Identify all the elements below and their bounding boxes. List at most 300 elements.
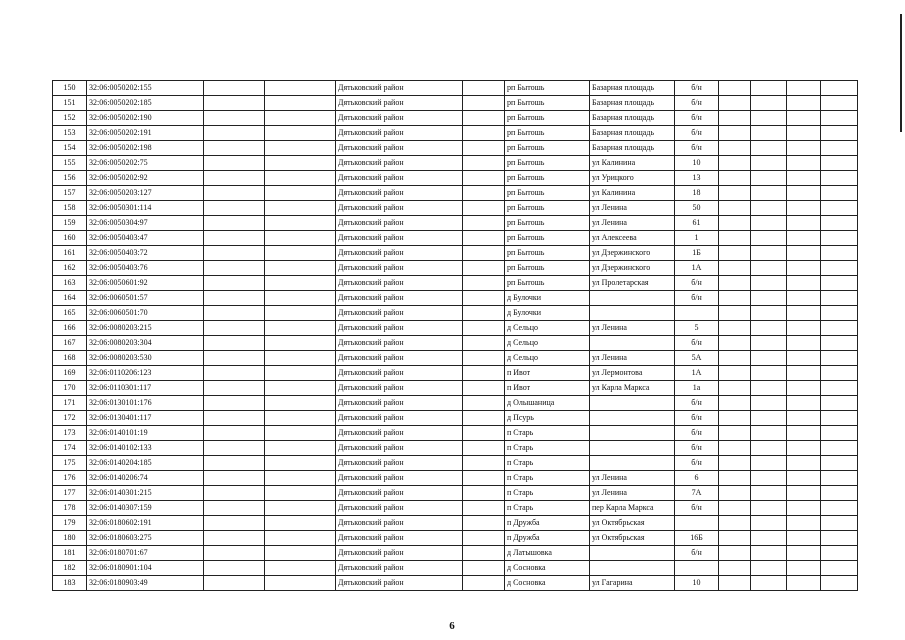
locality-cell: рп Бытошь bbox=[505, 171, 590, 186]
street-cell bbox=[590, 411, 675, 426]
district-cell: Дятьковский район bbox=[336, 156, 463, 171]
row-number-cell: 156 bbox=[53, 171, 87, 186]
house-number-cell: б/н bbox=[675, 111, 719, 126]
cadastral-number-cell: 32:06:0050202:155 bbox=[87, 81, 204, 96]
house-number-cell bbox=[675, 516, 719, 531]
district-cell: Дятьковский район bbox=[336, 231, 463, 246]
table-row bbox=[53, 291, 858, 306]
house-number-cell bbox=[675, 306, 719, 321]
empty-cell bbox=[821, 141, 858, 156]
empty-cell bbox=[204, 456, 265, 471]
empty-cell bbox=[787, 336, 821, 351]
empty-cell bbox=[265, 441, 336, 456]
cadastral-number-cell: 32:06:0050202:190 bbox=[87, 111, 204, 126]
empty-cell bbox=[204, 441, 265, 456]
empty-cell bbox=[821, 171, 858, 186]
empty-cell bbox=[719, 231, 751, 246]
street-cell bbox=[590, 426, 675, 441]
locality-cell: д Олышаница bbox=[505, 396, 590, 411]
house-number-cell: 5 bbox=[675, 321, 719, 336]
empty-cell bbox=[787, 456, 821, 471]
cadastral-number-cell: 32:06:0050203:127 bbox=[87, 186, 204, 201]
empty-cell bbox=[751, 531, 787, 546]
empty-cell bbox=[719, 546, 751, 561]
empty-cell bbox=[821, 471, 858, 486]
empty-cell bbox=[265, 471, 336, 486]
empty-cell bbox=[463, 96, 505, 111]
row-number-cell: 173 bbox=[53, 426, 87, 441]
street-cell: ул Октябрьская bbox=[590, 516, 675, 531]
street-cell: ул Дзержинского bbox=[590, 261, 675, 276]
row-number-cell: 177 bbox=[53, 486, 87, 501]
street-cell: ул Ленина bbox=[590, 201, 675, 216]
row-number-cell: 155 bbox=[53, 156, 87, 171]
house-number-cell: б/н bbox=[675, 276, 719, 291]
house-number-cell: б/н bbox=[675, 546, 719, 561]
row-number-cell: 172 bbox=[53, 411, 87, 426]
empty-cell bbox=[204, 471, 265, 486]
row-number-cell: 159 bbox=[53, 216, 87, 231]
house-number-cell: 61 bbox=[675, 216, 719, 231]
empty-cell bbox=[265, 261, 336, 276]
empty-cell bbox=[787, 276, 821, 291]
empty-cell bbox=[265, 156, 336, 171]
empty-cell bbox=[204, 126, 265, 141]
empty-cell bbox=[719, 336, 751, 351]
house-number-cell: 1Б bbox=[675, 246, 719, 261]
empty-cell bbox=[463, 246, 505, 261]
house-number-cell: б/н bbox=[675, 411, 719, 426]
empty-cell bbox=[821, 336, 858, 351]
cadastral-number-cell: 32:06:0180603:275 bbox=[87, 531, 204, 546]
empty-cell bbox=[719, 351, 751, 366]
district-cell: Дятьковский район bbox=[336, 201, 463, 216]
empty-cell bbox=[204, 381, 265, 396]
district-cell: Дятьковский район bbox=[336, 336, 463, 351]
empty-cell bbox=[719, 126, 751, 141]
empty-cell bbox=[787, 366, 821, 381]
row-number-cell: 167 bbox=[53, 336, 87, 351]
empty-cell bbox=[463, 486, 505, 501]
cadastral-number-cell: 32:06:0050301:114 bbox=[87, 201, 204, 216]
empty-cell bbox=[751, 246, 787, 261]
empty-cell bbox=[751, 516, 787, 531]
empty-cell bbox=[821, 201, 858, 216]
cadastral-number-cell: 32:06:0180602:191 bbox=[87, 516, 204, 531]
row-number-cell: 166 bbox=[53, 321, 87, 336]
empty-cell bbox=[463, 351, 505, 366]
cadastral-number-cell: 32:06:0180903:49 bbox=[87, 576, 204, 591]
empty-cell bbox=[821, 231, 858, 246]
empty-cell bbox=[719, 531, 751, 546]
street-cell: ул Гагарина bbox=[590, 576, 675, 591]
locality-cell: п Ивот bbox=[505, 366, 590, 381]
empty-cell bbox=[463, 456, 505, 471]
empty-cell bbox=[821, 411, 858, 426]
empty-cell bbox=[719, 306, 751, 321]
row-number-cell: 170 bbox=[53, 381, 87, 396]
empty-cell bbox=[821, 576, 858, 591]
empty-cell bbox=[821, 321, 858, 336]
district-cell: Дятьковский район bbox=[336, 426, 463, 441]
row-number-cell: 183 bbox=[53, 576, 87, 591]
district-cell: Дятьковский район bbox=[336, 261, 463, 276]
empty-cell bbox=[204, 486, 265, 501]
empty-cell bbox=[463, 516, 505, 531]
empty-cell bbox=[265, 216, 336, 231]
empty-cell bbox=[204, 546, 265, 561]
empty-cell bbox=[787, 246, 821, 261]
table-row bbox=[53, 231, 858, 246]
empty-cell bbox=[265, 411, 336, 426]
street-cell: ул Калинина bbox=[590, 156, 675, 171]
empty-cell bbox=[265, 96, 336, 111]
empty-cell bbox=[719, 426, 751, 441]
street-cell: ул Ленина bbox=[590, 486, 675, 501]
district-cell: Дятьковский район bbox=[336, 366, 463, 381]
empty-cell bbox=[787, 396, 821, 411]
district-cell: Дятьковский район bbox=[336, 516, 463, 531]
district-cell: Дятьковский район bbox=[336, 276, 463, 291]
empty-cell bbox=[821, 501, 858, 516]
row-number-cell: 158 bbox=[53, 201, 87, 216]
empty-cell bbox=[719, 276, 751, 291]
empty-cell bbox=[719, 171, 751, 186]
empty-cell bbox=[463, 366, 505, 381]
locality-cell: рп Бытошь bbox=[505, 156, 590, 171]
table-row bbox=[53, 141, 858, 156]
empty-cell bbox=[204, 426, 265, 441]
district-cell: Дятьковский район bbox=[336, 141, 463, 156]
table-row bbox=[53, 411, 858, 426]
empty-cell bbox=[751, 171, 787, 186]
cadastral-number-cell: 32:06:0050403:76 bbox=[87, 261, 204, 276]
page-number: 6 bbox=[449, 620, 455, 632]
cadastral-number-cell: 32:06:0050202:75 bbox=[87, 156, 204, 171]
locality-cell: д Сельцо bbox=[505, 321, 590, 336]
empty-cell bbox=[821, 381, 858, 396]
cadastral-number-cell: 32:06:0050304:97 bbox=[87, 216, 204, 231]
row-number-cell: 160 bbox=[53, 231, 87, 246]
empty-cell bbox=[751, 321, 787, 336]
table-row bbox=[53, 201, 858, 216]
district-cell: Дятьковский район bbox=[336, 81, 463, 96]
empty-cell bbox=[265, 141, 336, 156]
empty-cell bbox=[204, 81, 265, 96]
registry-table bbox=[52, 80, 858, 591]
house-number-cell bbox=[675, 561, 719, 576]
empty-cell bbox=[787, 291, 821, 306]
empty-cell bbox=[821, 186, 858, 201]
empty-cell bbox=[719, 261, 751, 276]
empty-cell bbox=[463, 231, 505, 246]
empty-cell bbox=[751, 276, 787, 291]
row-number-cell: 164 bbox=[53, 291, 87, 306]
table-row bbox=[53, 381, 858, 396]
row-number-cell: 171 bbox=[53, 396, 87, 411]
cadastral-number-cell: 32:06:0130401:117 bbox=[87, 411, 204, 426]
street-cell: ул Пролетарская bbox=[590, 276, 675, 291]
empty-cell bbox=[463, 561, 505, 576]
empty-cell bbox=[787, 81, 821, 96]
empty-cell bbox=[463, 381, 505, 396]
house-number-cell: 1а bbox=[675, 381, 719, 396]
empty-cell bbox=[265, 246, 336, 261]
table-row bbox=[53, 441, 858, 456]
empty-cell bbox=[821, 111, 858, 126]
empty-cell bbox=[751, 486, 787, 501]
house-number-cell: б/н bbox=[675, 81, 719, 96]
empty-cell bbox=[719, 141, 751, 156]
row-number-cell: 154 bbox=[53, 141, 87, 156]
empty-cell bbox=[204, 111, 265, 126]
table-row bbox=[53, 501, 858, 516]
empty-cell bbox=[787, 381, 821, 396]
street-cell: ул Карла Маркса bbox=[590, 381, 675, 396]
empty-cell bbox=[787, 411, 821, 426]
table-row bbox=[53, 216, 858, 231]
locality-cell: п Ивот bbox=[505, 381, 590, 396]
street-cell: ул Урицкого bbox=[590, 171, 675, 186]
district-cell: Дятьковский район bbox=[336, 501, 463, 516]
district-cell: Дятьковский район bbox=[336, 111, 463, 126]
empty-cell bbox=[719, 156, 751, 171]
empty-cell bbox=[787, 471, 821, 486]
empty-cell bbox=[751, 336, 787, 351]
empty-cell bbox=[204, 576, 265, 591]
house-number-cell: 1 bbox=[675, 231, 719, 246]
cadastral-number-cell: 32:06:0050202:198 bbox=[87, 141, 204, 156]
cadastral-number-cell: 32:06:0080203:215 bbox=[87, 321, 204, 336]
empty-cell bbox=[821, 531, 858, 546]
empty-cell bbox=[463, 546, 505, 561]
empty-cell bbox=[265, 366, 336, 381]
empty-cell bbox=[204, 366, 265, 381]
locality-cell: п Старь bbox=[505, 501, 590, 516]
empty-cell bbox=[751, 441, 787, 456]
cadastral-number-cell: 32:06:0140301:215 bbox=[87, 486, 204, 501]
empty-cell bbox=[265, 351, 336, 366]
empty-cell bbox=[787, 201, 821, 216]
locality-cell: рп Бытошь bbox=[505, 261, 590, 276]
table-row bbox=[53, 471, 858, 486]
locality-cell: д Сельцо bbox=[505, 336, 590, 351]
empty-cell bbox=[204, 351, 265, 366]
table-row bbox=[53, 261, 858, 276]
empty-cell bbox=[821, 276, 858, 291]
district-cell: Дятьковский район bbox=[336, 216, 463, 231]
locality-cell: д Булочки bbox=[505, 291, 590, 306]
empty-cell bbox=[463, 411, 505, 426]
house-number-cell: б/н bbox=[675, 291, 719, 306]
district-cell: Дятьковский район bbox=[336, 246, 463, 261]
locality-cell: рп Бытошь bbox=[505, 141, 590, 156]
empty-cell bbox=[719, 321, 751, 336]
street-cell bbox=[590, 291, 675, 306]
table-row bbox=[53, 351, 858, 366]
empty-cell bbox=[751, 216, 787, 231]
street-cell bbox=[590, 396, 675, 411]
empty-cell bbox=[719, 411, 751, 426]
street-cell bbox=[590, 456, 675, 471]
district-cell: Дятьковский район bbox=[336, 291, 463, 306]
street-cell: Базарная площадь bbox=[590, 126, 675, 141]
locality-cell: рп Бытошь bbox=[505, 96, 590, 111]
empty-cell bbox=[265, 561, 336, 576]
street-cell bbox=[590, 561, 675, 576]
district-cell: Дятьковский район bbox=[336, 531, 463, 546]
cadastral-number-cell: 32:06:0140307:159 bbox=[87, 501, 204, 516]
empty-cell bbox=[719, 471, 751, 486]
empty-cell bbox=[751, 231, 787, 246]
house-number-cell: 6 bbox=[675, 471, 719, 486]
row-number-cell: 179 bbox=[53, 516, 87, 531]
empty-cell bbox=[265, 531, 336, 546]
table-row bbox=[53, 426, 858, 441]
table-row bbox=[53, 336, 858, 351]
empty-cell bbox=[821, 291, 858, 306]
empty-cell bbox=[204, 321, 265, 336]
locality-cell: рп Бытошь bbox=[505, 246, 590, 261]
empty-cell bbox=[204, 561, 265, 576]
house-number-cell: 50 bbox=[675, 201, 719, 216]
locality-cell: п Дружба bbox=[505, 516, 590, 531]
empty-cell bbox=[821, 126, 858, 141]
empty-cell bbox=[265, 336, 336, 351]
row-number-cell: 152 bbox=[53, 111, 87, 126]
empty-cell bbox=[265, 576, 336, 591]
district-cell: Дятьковский район bbox=[336, 486, 463, 501]
empty-cell bbox=[719, 516, 751, 531]
locality-cell: рп Бытошь bbox=[505, 111, 590, 126]
empty-cell bbox=[751, 471, 787, 486]
empty-cell bbox=[265, 276, 336, 291]
table-row bbox=[53, 561, 858, 576]
empty-cell bbox=[751, 396, 787, 411]
house-number-cell: б/н bbox=[675, 126, 719, 141]
empty-cell bbox=[463, 141, 505, 156]
street-cell: Базарная площадь bbox=[590, 81, 675, 96]
street-cell: ул Ленина bbox=[590, 216, 675, 231]
house-number-cell: б/н bbox=[675, 501, 719, 516]
empty-cell bbox=[204, 306, 265, 321]
row-number-cell: 165 bbox=[53, 306, 87, 321]
empty-cell bbox=[204, 501, 265, 516]
row-number-cell: 153 bbox=[53, 126, 87, 141]
cadastral-number-cell: 32:06:0050601:92 bbox=[87, 276, 204, 291]
empty-cell bbox=[751, 366, 787, 381]
street-cell: ул Ленина bbox=[590, 471, 675, 486]
empty-cell bbox=[265, 186, 336, 201]
empty-cell bbox=[751, 156, 787, 171]
empty-cell bbox=[204, 201, 265, 216]
table-row bbox=[53, 186, 858, 201]
table-row bbox=[53, 321, 858, 336]
empty-cell bbox=[751, 111, 787, 126]
table-row bbox=[53, 156, 858, 171]
empty-cell bbox=[463, 576, 505, 591]
table-row bbox=[53, 456, 858, 471]
empty-cell bbox=[751, 501, 787, 516]
empty-cell bbox=[719, 96, 751, 111]
empty-cell bbox=[463, 531, 505, 546]
empty-cell bbox=[204, 96, 265, 111]
empty-cell bbox=[821, 81, 858, 96]
row-number-cell: 175 bbox=[53, 456, 87, 471]
empty-cell bbox=[751, 81, 787, 96]
locality-cell: п Старь bbox=[505, 456, 590, 471]
street-cell: ул Октябрьская bbox=[590, 531, 675, 546]
empty-cell bbox=[265, 201, 336, 216]
registry-table-body bbox=[53, 81, 858, 591]
locality-cell: рп Бытошь bbox=[505, 126, 590, 141]
district-cell: Дятьковский район bbox=[336, 546, 463, 561]
district-cell: Дятьковский район bbox=[336, 561, 463, 576]
empty-cell bbox=[821, 366, 858, 381]
empty-cell bbox=[204, 261, 265, 276]
empty-cell bbox=[787, 141, 821, 156]
house-number-cell: б/н bbox=[675, 426, 719, 441]
locality-cell: рп Бытошь bbox=[505, 216, 590, 231]
street-cell: Базарная площадь bbox=[590, 96, 675, 111]
row-number-cell: 169 bbox=[53, 366, 87, 381]
table-row bbox=[53, 81, 858, 96]
house-number-cell: б/н bbox=[675, 96, 719, 111]
row-number-cell: 150 bbox=[53, 81, 87, 96]
locality-cell: д Сельцо bbox=[505, 351, 590, 366]
street-cell: ул Калинина bbox=[590, 186, 675, 201]
district-cell: Дятьковский район bbox=[336, 396, 463, 411]
empty-cell bbox=[265, 456, 336, 471]
empty-cell bbox=[787, 171, 821, 186]
empty-cell bbox=[719, 201, 751, 216]
locality-cell: рп Бытошь bbox=[505, 276, 590, 291]
empty-cell bbox=[821, 156, 858, 171]
empty-cell bbox=[719, 186, 751, 201]
empty-cell bbox=[204, 396, 265, 411]
street-cell: пер Карла Маркса bbox=[590, 501, 675, 516]
house-number-cell: 1А bbox=[675, 261, 719, 276]
empty-cell bbox=[265, 291, 336, 306]
table-row bbox=[53, 246, 858, 261]
empty-cell bbox=[265, 126, 336, 141]
empty-cell bbox=[787, 216, 821, 231]
cadastral-number-cell: 32:06:0050202:185 bbox=[87, 96, 204, 111]
district-cell: Дятьковский район bbox=[336, 96, 463, 111]
cadastral-number-cell: 32:06:0140206:74 bbox=[87, 471, 204, 486]
street-cell: ул Алексеева bbox=[590, 231, 675, 246]
empty-cell bbox=[751, 576, 787, 591]
empty-cell bbox=[787, 126, 821, 141]
empty-cell bbox=[463, 396, 505, 411]
empty-cell bbox=[204, 246, 265, 261]
locality-cell: д Латышовка bbox=[505, 546, 590, 561]
empty-cell bbox=[719, 216, 751, 231]
empty-cell bbox=[719, 111, 751, 126]
empty-cell bbox=[204, 531, 265, 546]
house-number-cell: 18 bbox=[675, 186, 719, 201]
house-number-cell: б/н bbox=[675, 396, 719, 411]
empty-cell bbox=[751, 186, 787, 201]
empty-cell bbox=[719, 486, 751, 501]
empty-cell bbox=[463, 336, 505, 351]
cadastral-number-cell: 32:06:0180901:104 bbox=[87, 561, 204, 576]
empty-cell bbox=[463, 321, 505, 336]
house-number-cell: 10 bbox=[675, 156, 719, 171]
empty-cell bbox=[821, 246, 858, 261]
empty-cell bbox=[463, 306, 505, 321]
empty-cell bbox=[821, 426, 858, 441]
